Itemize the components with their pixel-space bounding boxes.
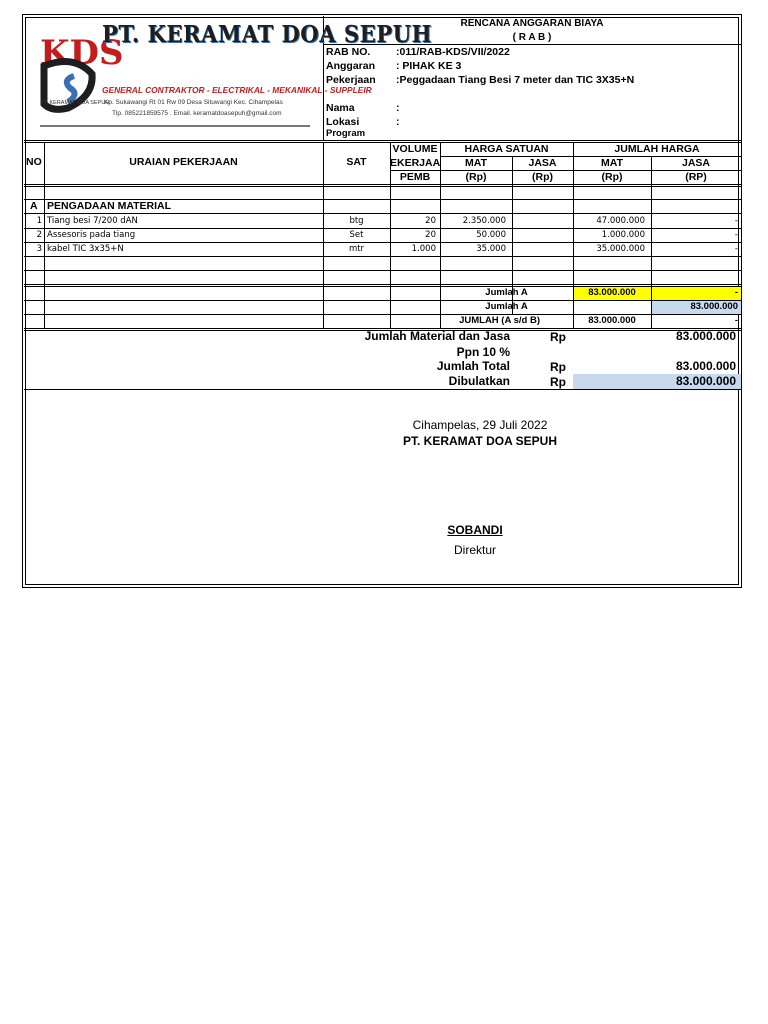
pekerjaan-label: Pekerjaan	[326, 74, 376, 86]
ppn-label: Ppn 10 %	[456, 345, 510, 359]
signatory-position: Direktur	[453, 543, 496, 557]
logo-underline	[40, 125, 310, 127]
item-no: 2	[36, 230, 42, 240]
jumlah-a-mat: 83.000.000	[588, 287, 636, 298]
item-jml-mat: 35.000.000	[596, 244, 645, 254]
row-rule	[24, 256, 741, 257]
row-rule	[24, 300, 741, 301]
item-vol: 20	[425, 230, 436, 240]
item-jml-jasa: -	[734, 230, 738, 240]
rab-no-value: :011/RAB-KDS/VII/2022	[396, 46, 510, 58]
jumlah-total-summary-label: Jumlah Total	[436, 359, 510, 373]
section-code: A	[30, 200, 38, 212]
col-volume: VOLUME	[392, 143, 438, 155]
pekerjaan-value: :Peggadaan Tiang Besi 7 meter dan TIC 3X35+N	[396, 74, 635, 86]
doc-title: RENCANA ANGGARAN BIAYA	[460, 18, 604, 29]
jumlah-total-mat: 83.000.000	[588, 315, 636, 326]
col-jh-mat-rp: (Rp)	[601, 171, 623, 183]
item-desc: kabel TIC 3x35+N	[47, 244, 124, 254]
col-jumlah-harga: JUMLAH HARGA	[614, 143, 700, 155]
item-jml-jasa: -	[734, 216, 738, 226]
jumlah-total-summary-value: 83.000.000	[675, 359, 736, 373]
col-hs-mat-rp: (Rp)	[465, 171, 487, 183]
col-jh-jasa: JASA	[681, 157, 710, 169]
lokasi-label: Lokasi	[326, 116, 360, 128]
row-rule	[24, 270, 741, 271]
col-jh-jasa-rp: (RP)	[685, 171, 707, 183]
item-vol: 1.000	[411, 244, 436, 254]
header-bottom-rule	[24, 140, 741, 141]
company-small-name: PT. KERAMAT DOA SEPUH	[40, 100, 110, 106]
signatory-name: SOBANDI	[447, 523, 503, 537]
company-contact: Tlp. 085221859575 . Email. keramatdoasepuh@gmail.com	[112, 110, 282, 117]
nama-value: :	[396, 102, 400, 114]
table-header-bottom-2	[24, 186, 741, 187]
row-rule	[24, 213, 741, 214]
col-volume-3: PEMB	[399, 171, 431, 183]
item-desc: Assesoris pada tiang	[47, 230, 136, 240]
material-jasa-value: 83.000.000	[675, 329, 736, 343]
item-no: 3	[36, 244, 42, 254]
item-mat: 50.000	[476, 230, 506, 240]
dibulatkan-rp: Rp	[550, 375, 566, 389]
place-date: Cihampelas, 29 Juli 2022	[412, 418, 548, 432]
signature-company: PT. KERAMAT DOA SEPUH	[402, 434, 557, 448]
item-no: 1	[36, 216, 42, 226]
col-no: NO	[26, 156, 42, 168]
logo-letter-k: KDS	[40, 33, 124, 73]
jumlah-total-rp: Rp	[550, 360, 566, 374]
col-sat: SAT	[346, 156, 367, 168]
item-jml-jasa: -	[734, 244, 738, 254]
jumlah-a2-label: Jumlah A	[485, 301, 528, 312]
row-rule	[24, 284, 741, 285]
lokasi-value: :	[396, 116, 400, 128]
item-jml-mat: 1.000.000	[601, 230, 645, 240]
jumlah-total-label: JUMLAH (A s/d B)	[459, 315, 540, 326]
col-hs-mat: MAT	[465, 157, 487, 169]
col-rule	[44, 142, 45, 328]
item-sat: Set	[349, 230, 364, 240]
col-jh-mat: MAT	[601, 157, 623, 169]
item-desc: Tiang besi 7/200 dAN	[47, 216, 138, 226]
section-title: PENGADAAN MATERIAL	[47, 200, 172, 212]
material-jasa-rp: Rp	[550, 330, 566, 344]
jumlah-a-jasa: -	[734, 287, 738, 298]
col-volume-2: EKERJAA	[390, 157, 441, 169]
item-mat: 2.350.000	[462, 216, 506, 226]
table-header-bottom	[24, 184, 741, 185]
summary-bottom-rule	[24, 389, 741, 390]
material-jasa-label: Jumlah Material dan Jasa	[364, 329, 510, 343]
anggaran-value: : PIHAK KE 3	[396, 60, 462, 72]
anggaran-label: Anggaran	[326, 60, 376, 72]
rab-no-label: RAB NO.	[326, 46, 371, 58]
jumlah-total-jasa: -	[734, 315, 738, 326]
company-address: Kp. Sukawangi Rt 01 Rw 09 Desa Situwangi Kec. Cihampelas	[104, 99, 283, 106]
company-logo-name: PT. KERAMAT DOA SEPUH	[102, 21, 432, 48]
dibulatkan-value: 83.000.000	[675, 374, 736, 388]
col-harga-satuan: HARGA SATUAN	[464, 143, 549, 155]
doc-subtitle: ( R A B )	[512, 32, 552, 43]
item-sat: mtr	[348, 244, 365, 254]
col-uraian: URAIAN PEKERJAAN	[129, 156, 238, 168]
program-label: Program	[326, 128, 366, 139]
col-hs-jasa-rp: (Rp)	[532, 171, 553, 183]
nama-label: Nama	[326, 102, 355, 114]
jumlah-a-label: Jumlah A	[485, 287, 528, 298]
item-jml-mat: 47.000.000	[596, 216, 645, 226]
col-hs-jasa: JASA	[528, 157, 557, 169]
dibulatkan-label: Dibulatkan	[448, 374, 510, 388]
item-mat: 35.000	[476, 244, 506, 254]
company-tagline: GENERAL CONTRAKTOR - ELECTRIKAL - MEKANIKAL - SUPPLEIR	[102, 85, 372, 95]
item-vol: 20	[425, 216, 436, 226]
item-sat: btg	[349, 216, 364, 226]
jumlah-a2-value: 83.000.000	[690, 301, 738, 312]
